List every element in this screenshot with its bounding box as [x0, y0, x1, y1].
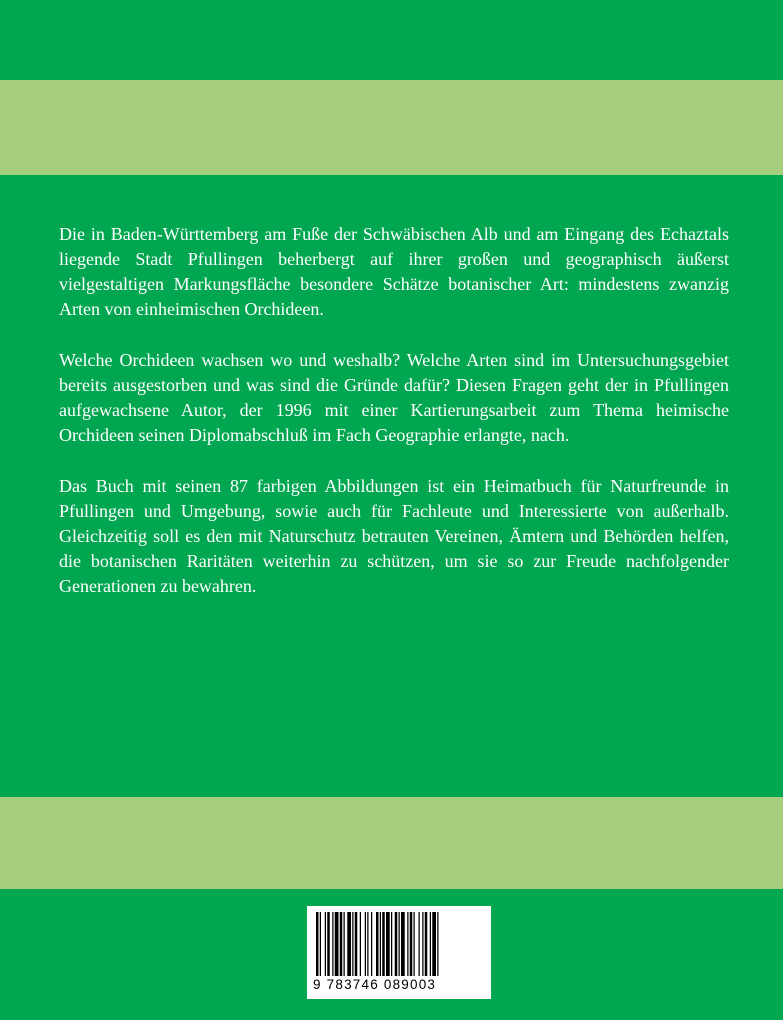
barcode-bar: [332, 912, 333, 976]
barcode-bar: [355, 912, 358, 976]
bottom-decorative-band: [0, 797, 783, 889]
barcode-bar: [380, 912, 381, 976]
barcode-bar: [360, 912, 361, 976]
barcode-bar: [327, 912, 330, 976]
barcode-bars-icon: [314, 912, 484, 976]
barcode-bar: [422, 912, 423, 976]
barcode-bar: [430, 912, 431, 976]
barcode-bar: [401, 912, 405, 976]
blurb-paragraph-3: Das Buch mit seinen 87 farbigen Abbildungen ist ein Heimatbuch für Naturfreunde in Pfullingen und Umgebung, sowie auch für Fachleute und Interessierte von außerhalb. Gleichzeitig soll es den mit Naturschutz betrauten Vereinen, Ämtern und Behörden helfen, die botanischen Raritäten weiterhin zu schützen, um sie so zur Freude nachfolgender Generationen zu bewahren.: [59, 476, 729, 596]
barcode-bar: [376, 912, 379, 976]
barcode-bar: [371, 912, 372, 976]
barcode-bar: [320, 912, 321, 976]
blurb-paragraph-2: Welche Orchideen wachsen wo und weshalb? Welche Arten sind im Untersuchungsgebiet bereits ausgestorben und was sind die Gründe dafür? Diesen Fragen geht der in Pfullingen aufgewachsene Autor, der 1996 mit einer Kartierungsarbeit zum Thema heimische Orchideen seinen Diplomabschluß im Fach Geographie erlangte, nach.: [59, 350, 729, 445]
barcode-bar: [344, 912, 345, 976]
barcode-bar: [386, 912, 390, 976]
barcode-bar: [335, 912, 339, 976]
blurb-paragraph-1: Die in Baden-Württemberg am Fuße der Schwäbischen Alb und am Eingang des Echaztals liegende Stadt Pfullingen beherbergt auf ihrer großen und geographisch äußerst vielgestaltigen Markungsfläche besondere Schätze botanischer Art: mindestens zwanzig Arten von einheimischen Orchideen.: [59, 224, 729, 319]
barcode-bar: [437, 912, 438, 976]
isbn-barcode: [307, 906, 491, 999]
barcode-bar: [419, 912, 420, 976]
barcode-bar: [410, 912, 413, 976]
barcode-bar: [382, 912, 385, 976]
barcode-bar: [367, 912, 368, 976]
barcode-bar: [395, 912, 398, 976]
barcode-bar: [325, 912, 326, 976]
barcode-bar: [391, 912, 392, 976]
barcode-bar: [425, 912, 428, 976]
barcode-bar: [407, 912, 408, 976]
barcode-bar: [352, 912, 353, 976]
barcode-digits: 9 783746 089003: [313, 977, 437, 992]
back-cover-blurb: [59, 222, 729, 625]
top-decorative-band: [0, 80, 783, 175]
barcode-bar: [365, 912, 366, 976]
barcode-bar: [347, 912, 351, 976]
barcode-bar: [432, 912, 436, 976]
barcode-bar: [316, 912, 319, 976]
barcode-bar: [340, 912, 343, 976]
barcode-bar: [414, 912, 415, 976]
barcode-bar: [399, 912, 400, 976]
